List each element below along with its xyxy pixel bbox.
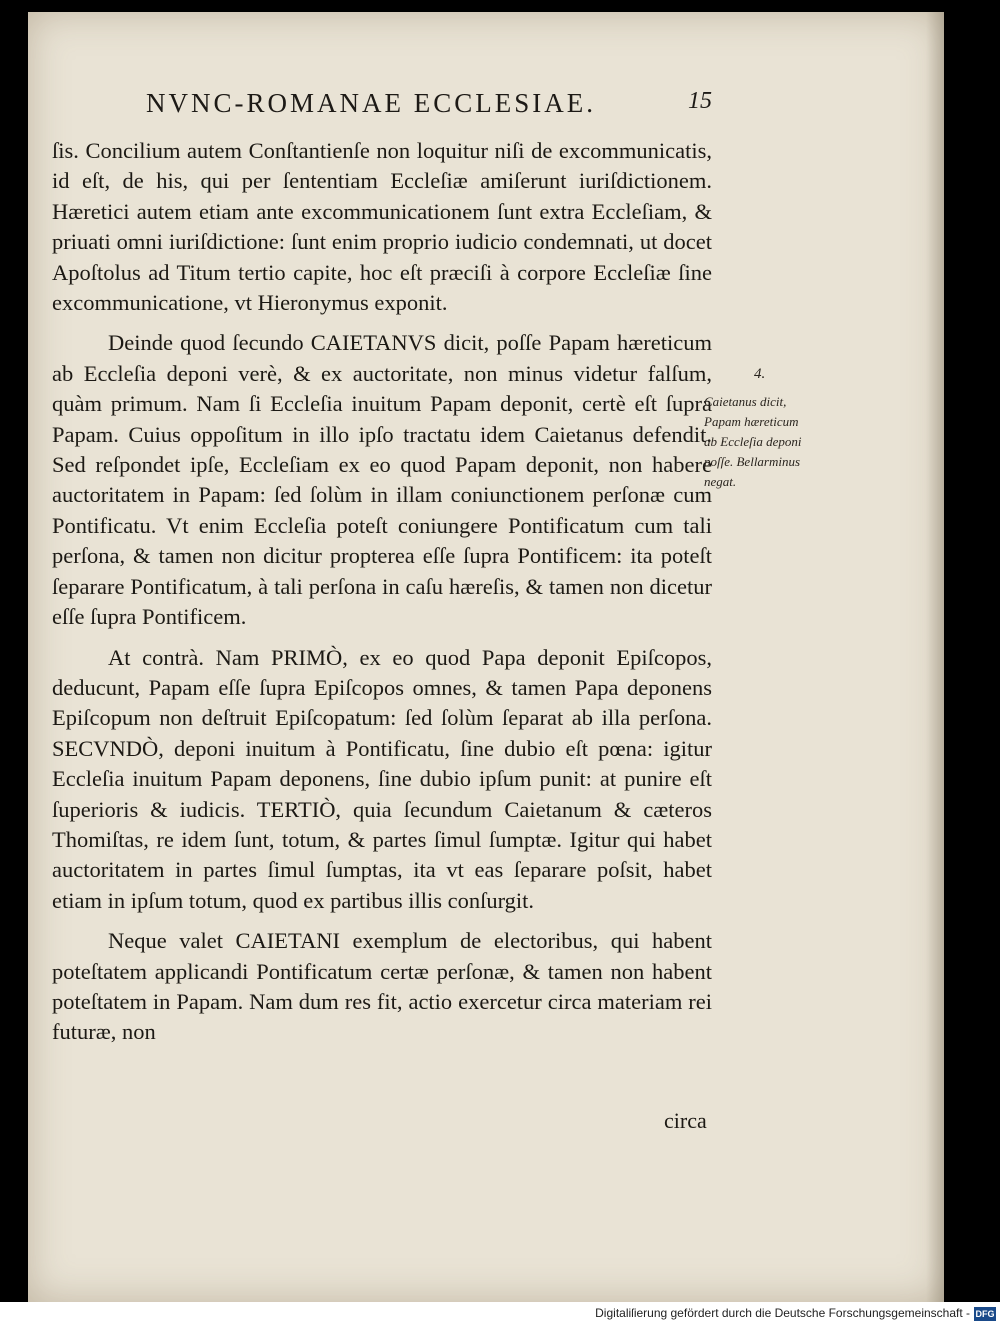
funding-credit: Digitaliſierung gefördert durch die Deutsche Forschungsgemeinschaft - bbox=[595, 1306, 970, 1320]
paragraph-4: Neque valet CAIETANI exemplum de electoribus, qui habent poteſtatem applicandi Pontificatum certæ perſonæ, & tamen non habent poteſtatem in Papam. Nam dum res fit, actio exercetur circa materiam rei futuræ, non bbox=[52, 928, 712, 1045]
paragraph-3: At contrà. Nam PRIMÒ, ex eo quod Papa deponit Epiſcopos, deducunt, Papam eſſe ſupra Epiſcopos omnes, & tamen Papa deponens Epiſcopum non deſtruit Epiſcopatum: ſed ſolùm ſeparat ab illa perſona. SECVNDÒ, deponi inuitum à Pontificatu, ſine dubio eſt pœna: igitur Eccleſia inuitum Papam deponens, ſine dubio ipſum punit: at punire eſt ſuperioris & iudicis. TERTIÒ, quia ſecundum Caietanum & cæteros Thomiſtas, re idem ſunt, totum, & partes ſimul ſumptæ. Igitur qui habet auctoritatem in partes ſimul ſumptas, ita vt eas ſeparare poſsit, habet etiam in ipſum totum, quod ex partibus illis conſurgit. bbox=[52, 644, 712, 913]
page-edge-shadow bbox=[926, 12, 944, 1302]
paragraph-2: Deinde quod ſecundo CAIETANVS dicit, poſſe Papam hæreticum ab Eccleſia deponi verè, & ex auctoritate, non minus videtur falſum, quàm primum. Nam ſi Eccleſia inuitum Papam deponit, certè eſt ſupra Papam. Cuius oppoſitum in illo ipſo tractatu idem Caietanus defendit. Sed reſpondet ipſe, Eccleſiam ex eo quod Papam deponit, non habere auctoritatem in Papam: ſed ſolùm in illam coniunctionem perſonæ cum Pontificatu. Vt enim Eccleſia poteſt coniungere Pontificatum cum tali perſona, & tamen non dicitur propterea eſſe ſupra Pontificem: ita poteſt ſeparare Pontificatum, à tali perſona in caſu hæreſis, & tamen non dicetur eſſe ſupra Pontificem. bbox=[52, 330, 712, 630]
main-text-block bbox=[52, 136, 712, 1048]
page-number: 15 bbox=[688, 88, 712, 114]
catchword: circa bbox=[664, 1108, 707, 1133]
margin-note: Caietanus dicit, Papam hæreticum ab Eccleſia deponi poſſe. Bellarminus negat. bbox=[704, 394, 802, 489]
running-title: NVNC-ROMANAE ECCLESIAE. bbox=[146, 88, 596, 118]
margin-note-number: 4. bbox=[754, 366, 766, 382]
dfg-logo-icon: DFG bbox=[975, 1309, 995, 1319]
paragraph-1: ſis. Concilium autem Conſtantienſe non loquitur niſi de excommunicatis, id eſt, de his, qui per ſententiam Eccleſiæ amiſerunt iuriſdictionem. Hæretici autem etiam ante excommunicationem ſunt extra Eccleſiam, & priuati omni iuriſdictione: ſunt enim proprio iudicio condemnati, ut docet Apoſtolus ad Titum tertio capite, hoc eſt præciſi à corpore Eccleſiæ ſine excommunicatione, vt Hieronymus exponit. bbox=[52, 138, 712, 316]
footer-bar bbox=[0, 1302, 1000, 1326]
book-page bbox=[28, 12, 944, 1302]
